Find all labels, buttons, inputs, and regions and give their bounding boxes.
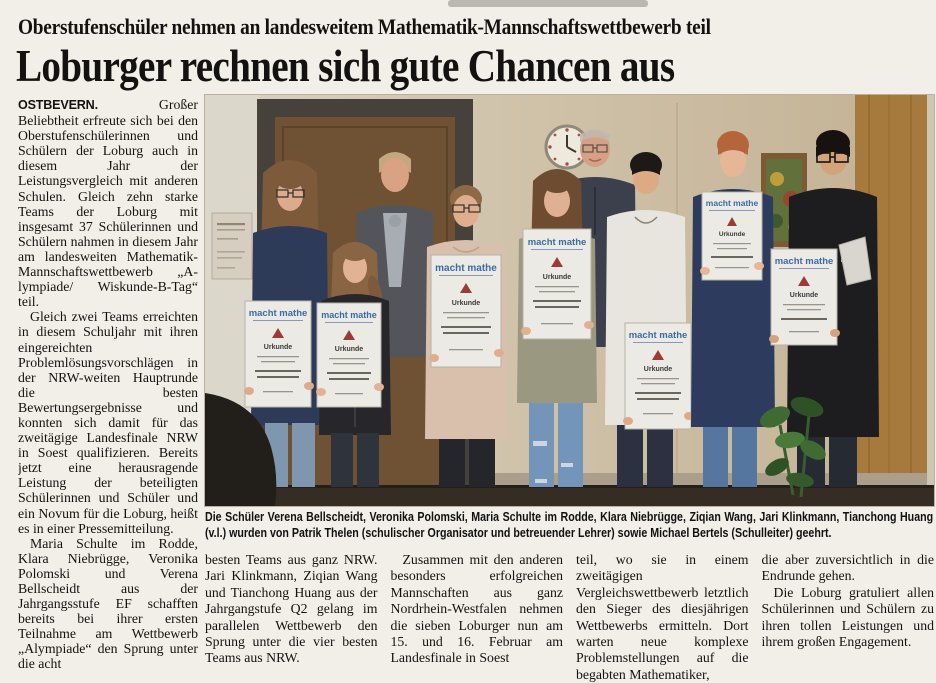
caption-text: Die Schüler Verena Bellscheidt, Veronika Polomski, Maria Schulte im Rodde, Klara Niebrügge, Ziqian Wang, Jari Klinkmann, Tianchong Huang (v.l.) wurden von Patrik Thelen (schulischer Organisator und betreuender Lehrer) sowie Michael Bertels (Schulleiter) geehrt. — [205, 509, 934, 541]
svg-text:Urkunde: Urkunde — [334, 346, 364, 353]
svg-text:macht mathe: macht mathe — [774, 256, 834, 267]
article-photo — [205, 95, 934, 506]
certificate — [431, 255, 501, 367]
dateline: OSTBEVERN. — [18, 98, 98, 112]
certificate — [245, 301, 311, 407]
svg-text:macht mathe: macht mathe — [435, 263, 497, 274]
body-column-5 — [762, 552, 935, 683]
svg-text:Urkunde: Urkunde — [789, 292, 819, 299]
paragraph — [18, 97, 198, 309]
body-column-3 — [391, 552, 564, 683]
paragraph: teil, wo sie in einem zweitägigen Vergleichswettbewerb letztlich den Sieger des diesjährigen Wettbewerbs ermitteln. Dort warten neue komplexe Problemstellungen auf die begabten Mathematiker, — [576, 552, 749, 682]
certificate — [625, 323, 691, 429]
svg-text:macht mathe: macht mathe — [321, 310, 377, 320]
svg-text:Urkunde: Urkunde — [263, 344, 293, 351]
photo-scene — [205, 95, 934, 506]
svg-text:macht mathe: macht mathe — [628, 330, 688, 341]
scan-smudge — [448, 0, 648, 7]
svg-text:macht mathe: macht mathe — [527, 237, 587, 248]
paragraph: Gleich zwei Teams erreichten in diesem Schuljahr mit ihren eingereichten Problemlösungsvorschlägen in der NRW-weiten Hauptrunde die besten Bewertungsergebnisse und konnten sich damit für das zweitägige Landesfinale NRW in Soest qualifizieren. Bereits jetzt eine herausragende Leistung der beteiligten Schülerinnen und Schüler und ein Novum für die Loburg, heißt es in einer Pressemitteilung. — [18, 309, 198, 536]
svg-text:macht mathe: macht mathe — [248, 308, 308, 319]
paragraph: besten Teams aus ganz NRW. Jari Klinkmann, Ziqian Wang und Tianchong Huang aus der Jahrgangstufe Q2 gelang im parallelen Wettbewerb den Sprung unter die vier besten Teams aus NRW. — [205, 552, 378, 666]
svg-text:macht mathe: macht mathe — [705, 198, 759, 208]
paragraph-text: Großer Beliebtheit erfreute sich bei den Oberstufenschülerinnen und Schülern der Loburg auch in diesem Jahr der Leistungsvergleich mit anderen Schulen. Gleich zehn starke Teams der Loburg mit insgesamt 37 Schülerinnen und Schülern nahmen in diesem Jahr am landesweiten Mathematik-Mannschaftswettbewerb „A-lympiade/ Wiskunde-B-Tag“ teil. — [18, 97, 198, 310]
paragraph: die aber zuversichtlich in die Endrunde gehen. — [761, 552, 934, 584]
certificate — [702, 192, 762, 280]
headline: Loburger rechnen sich gute Chancen aus — [16, 41, 675, 91]
body-bottom-columns — [205, 552, 934, 683]
photo-caption — [205, 509, 933, 542]
body-column-4 — [576, 552, 749, 683]
svg-text:Urkunde: Urkunde — [718, 231, 746, 238]
paragraph: Maria Schulte im Rodde, Klara Niebrügge, Veronika Polomski und Verena Bellscheidt aus der Jahrgangsstufe EF schafften bereits bei ihrer ersten Teilnahme am Wettbewerb „Alympiade“ den Sprung unter die acht — [18, 535, 198, 671]
paragraph: Zusammen mit den anderen besonders erfolgreichen Mannschaften aus ganz Nordrhein-Westfalen nehmen die sieben Loburger nun am 15. und 16. Februar am Landesfinale in Soest — [390, 552, 563, 666]
kicker: Oberstufenschüler nehmen an landesweitem Mathematik-Mannschaftswettbewerb teil — [18, 14, 711, 39]
svg-text:Urkunde: Urkunde — [451, 300, 481, 307]
floor — [205, 485, 934, 506]
wall-poster — [212, 213, 252, 279]
body-column-1 — [18, 97, 198, 671]
certificate — [523, 229, 591, 339]
paragraph: Die Loburg gratuliert allen Schülerinnen und Schülern zu ihren tollen Leistungen und ihrem großen Engagement. — [761, 584, 934, 650]
certificate — [771, 249, 837, 345]
certificate — [317, 303, 381, 407]
svg-text:Urkunde: Urkunde — [542, 274, 572, 281]
body-column-2 — [205, 552, 378, 683]
svg-text:Urkunde: Urkunde — [643, 366, 673, 373]
